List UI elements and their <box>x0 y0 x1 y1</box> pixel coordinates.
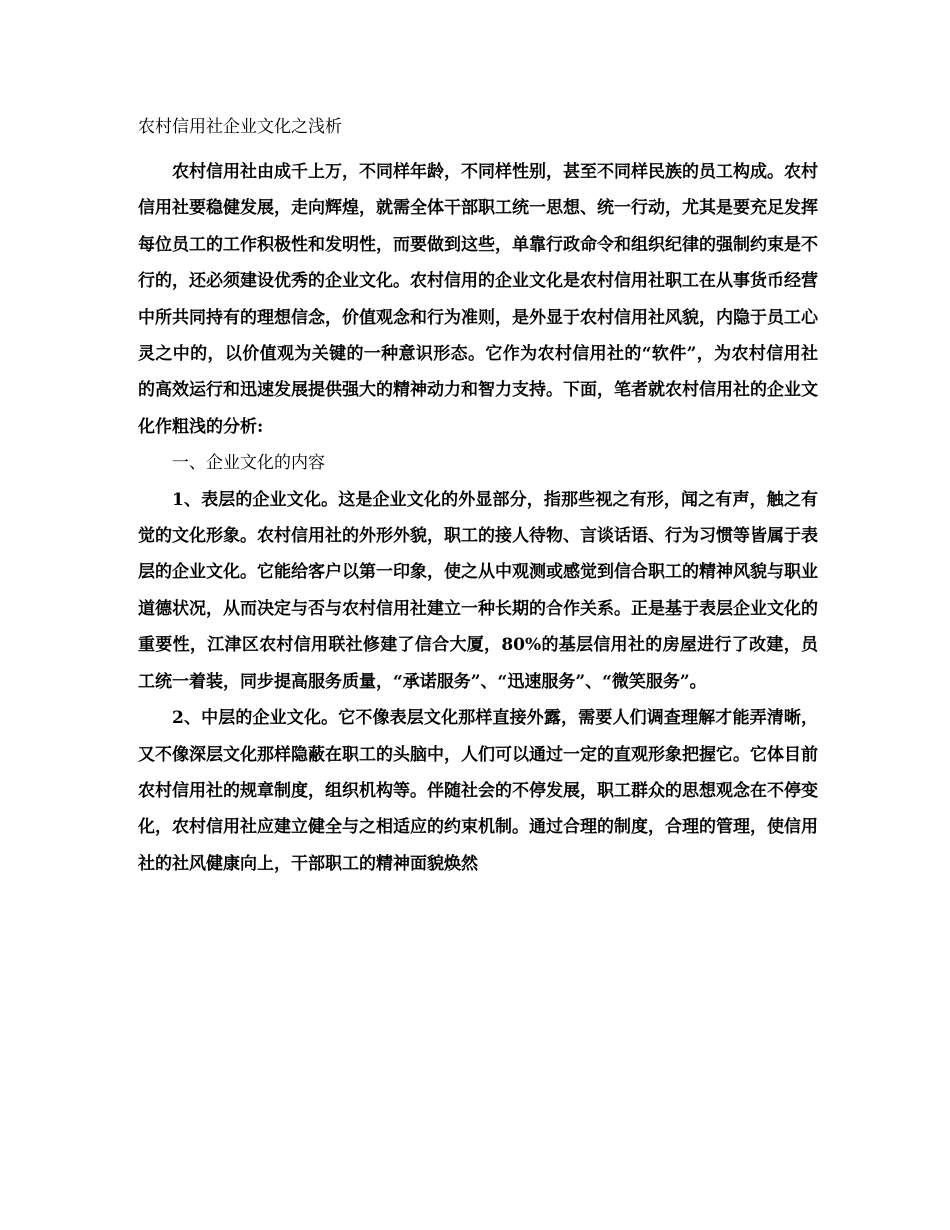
intro-paragraph: 农村信用社由成千上万，不同样年龄，不同样性别，甚至不同样民族的员工构成。农村信用社要稳健发展，走向辉煌，就需全体干部职工统一思想、统一行动，尤其是要充足发挥每位员工的工作积极性和发明性，而要做到这些，单靠行政命令和组织纪律的强制约束是不行的，还必须建设优秀的企业文化。农村信用的企业文化是农村信用社职工在从事货币经营中所共同持有的理想信念，价值观念和行为准则，是外显于农村信用社风貌，内隐于员工心灵之中的，以价值观为关键的一种意识形态。它作为农村信用社的“软件”，为农村信用社的高效运行和迅速发展提供强大的精神动力和智力支持。下面，笔者就农村信用社的企业文化作粗浅的分析: <box>138 162 818 437</box>
document-page <box>138 100 818 882</box>
surface-culture-paragraph: 1、表层的企业文化。这是企业文化的外显部分，指那些视之有形，闻之有声，触之有觉的文化形象。农村信用社的外形外貌，职工的接人待物、言谈话语、行为习惯等皆属于表层的企业文化。它能给客户以第一印象，使之从中观测或感觉到信合职工的精神风貌与职业道德状况，从而决定与否与农村信用社建立一种长期的合作关系。正是基于表层企业文化的重要性，江津区农村信用联社修建了信合大厦，80%的基层信用社的房屋进行了改建，员工统一着装，同步提高服务质量，“承诺服务”、“迅速服务”、“微笑服务”。 <box>138 489 818 692</box>
middle-culture-paragraph: 2、中层的企业文化。它不像表层文化那样直接外露，需要人们调查理解才能弄清晰，又不像深层文化那样隐蔽在职工的头脑中，人们可以通过一定的直观形象把握它。它体目前农村信用社的规章制度，组织机构等。伴随社会的不停发展，职工群众的思想观念在不停变化，农村信用社应建立健全与之相适应的约束机制。通过合理的制度，合理的管理，使信用社的社风健康向上，干部职工的精神面貌焕然 <box>138 708 818 874</box>
document-title: 农村信用社企业文化之浅析 <box>138 117 342 137</box>
section-heading: 一、企业文化的内容 <box>172 453 325 474</box>
